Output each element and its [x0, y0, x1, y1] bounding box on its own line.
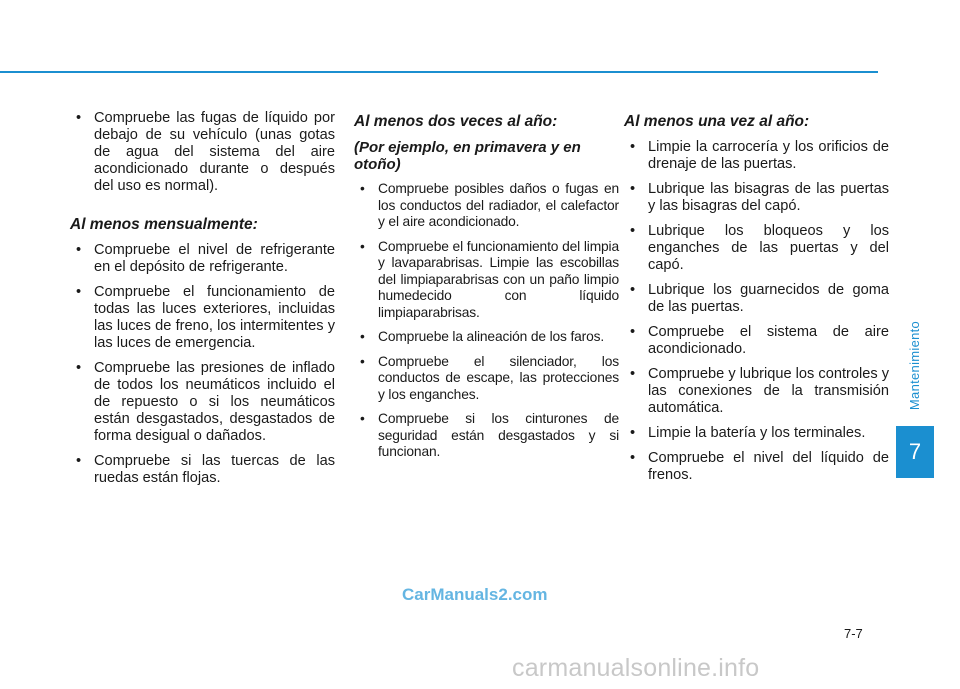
list-item: • Compruebe las presiones de inflado de todos los neumáticos incluido el de repuesto o si los neumáticos están desgastados, desgastados de forma desigual o dañados.: [70, 360, 335, 445]
twice-yearly-list: [354, 181, 619, 461]
list-item: • Compruebe el funcionamiento de todas las luces exteriores, incluidas las luces de freno, los intermitentes y las luces de emergencia.: [70, 284, 335, 352]
list-item: • Compruebe las fugas de líquido por debajo de su vehículo (unas gotas de agua del sistema del aire acondicionado durante o después del uso es normal).: [70, 110, 335, 195]
watermark-carmanuals2: CarManuals2.com: [402, 585, 548, 604]
list-item: • Compruebe el silenciador, los conductos de escape, las protecciones y los enganches.: [354, 354, 619, 404]
chapter-side-label: [905, 305, 925, 425]
list-item: • Compruebe si los cinturones de seguridad están desgastados y si funcionan.: [354, 411, 619, 461]
column-3: [624, 112, 889, 492]
list-item: • Limpie la batería y los terminales.: [624, 425, 889, 442]
section-title-monthly: Al menos mensualmente:: [70, 216, 258, 233]
monthly-list: [70, 242, 335, 487]
intro-list: [70, 110, 335, 195]
chapter-tab: [896, 426, 934, 478]
list-item: • Compruebe posibles daños o fugas en los conductos del radiador, el calefactor y el aire acondicionado.: [354, 181, 619, 231]
list-item: • Compruebe y lubrique los controles y las conexiones de la transmisión automática.: [624, 366, 889, 417]
section-title-yearly: Al menos una vez al año:: [624, 113, 810, 130]
list-item: • Lubrique las bisagras de las puertas y las bisagras del capó.: [624, 181, 889, 215]
list-item: • Compruebe si las tuercas de las ruedas están flojas.: [70, 453, 335, 487]
page-number: 7-7: [844, 626, 863, 641]
list-item: • Compruebe el nivel de refrigerante en el depósito de refrigerante.: [70, 242, 335, 276]
column-1: [70, 110, 335, 495]
list-item: • Compruebe la alineación de los faros.: [354, 329, 619, 346]
chapter-number: 7: [908, 439, 922, 464]
list-item: • Compruebe el funcionamiento del limpia y lavaparabrisas. Limpie las escobillas del limpiaparabrisas con un paño limpio humedecido con líquido limpiaparabrisas.: [354, 239, 619, 322]
header-rule: [0, 71, 878, 73]
list-item: • Lubrique los bloqueos y los enganches de las puertas y del capó.: [624, 223, 889, 274]
list-item: • Compruebe el sistema de aire acondicionado.: [624, 324, 889, 358]
list-item: • Limpie la carrocería y los orificios de drenaje de las puertas.: [624, 139, 889, 173]
list-item: • Compruebe el nivel del líquido de frenos.: [624, 450, 889, 484]
column-2: [354, 112, 619, 469]
section-title-twice-yearly: Al menos dos veces al año:: [354, 113, 558, 130]
chapter-label-text: Mantenimiento: [907, 320, 923, 410]
list-item: • Lubrique los guarnecidos de goma de las puertas.: [624, 282, 889, 316]
yearly-list: [624, 139, 889, 484]
section-subtitle: (Por ejemplo, en primavera y en otoño): [354, 139, 581, 173]
watermark-carmanualsonline: carmanualsonline.info: [512, 654, 760, 682]
